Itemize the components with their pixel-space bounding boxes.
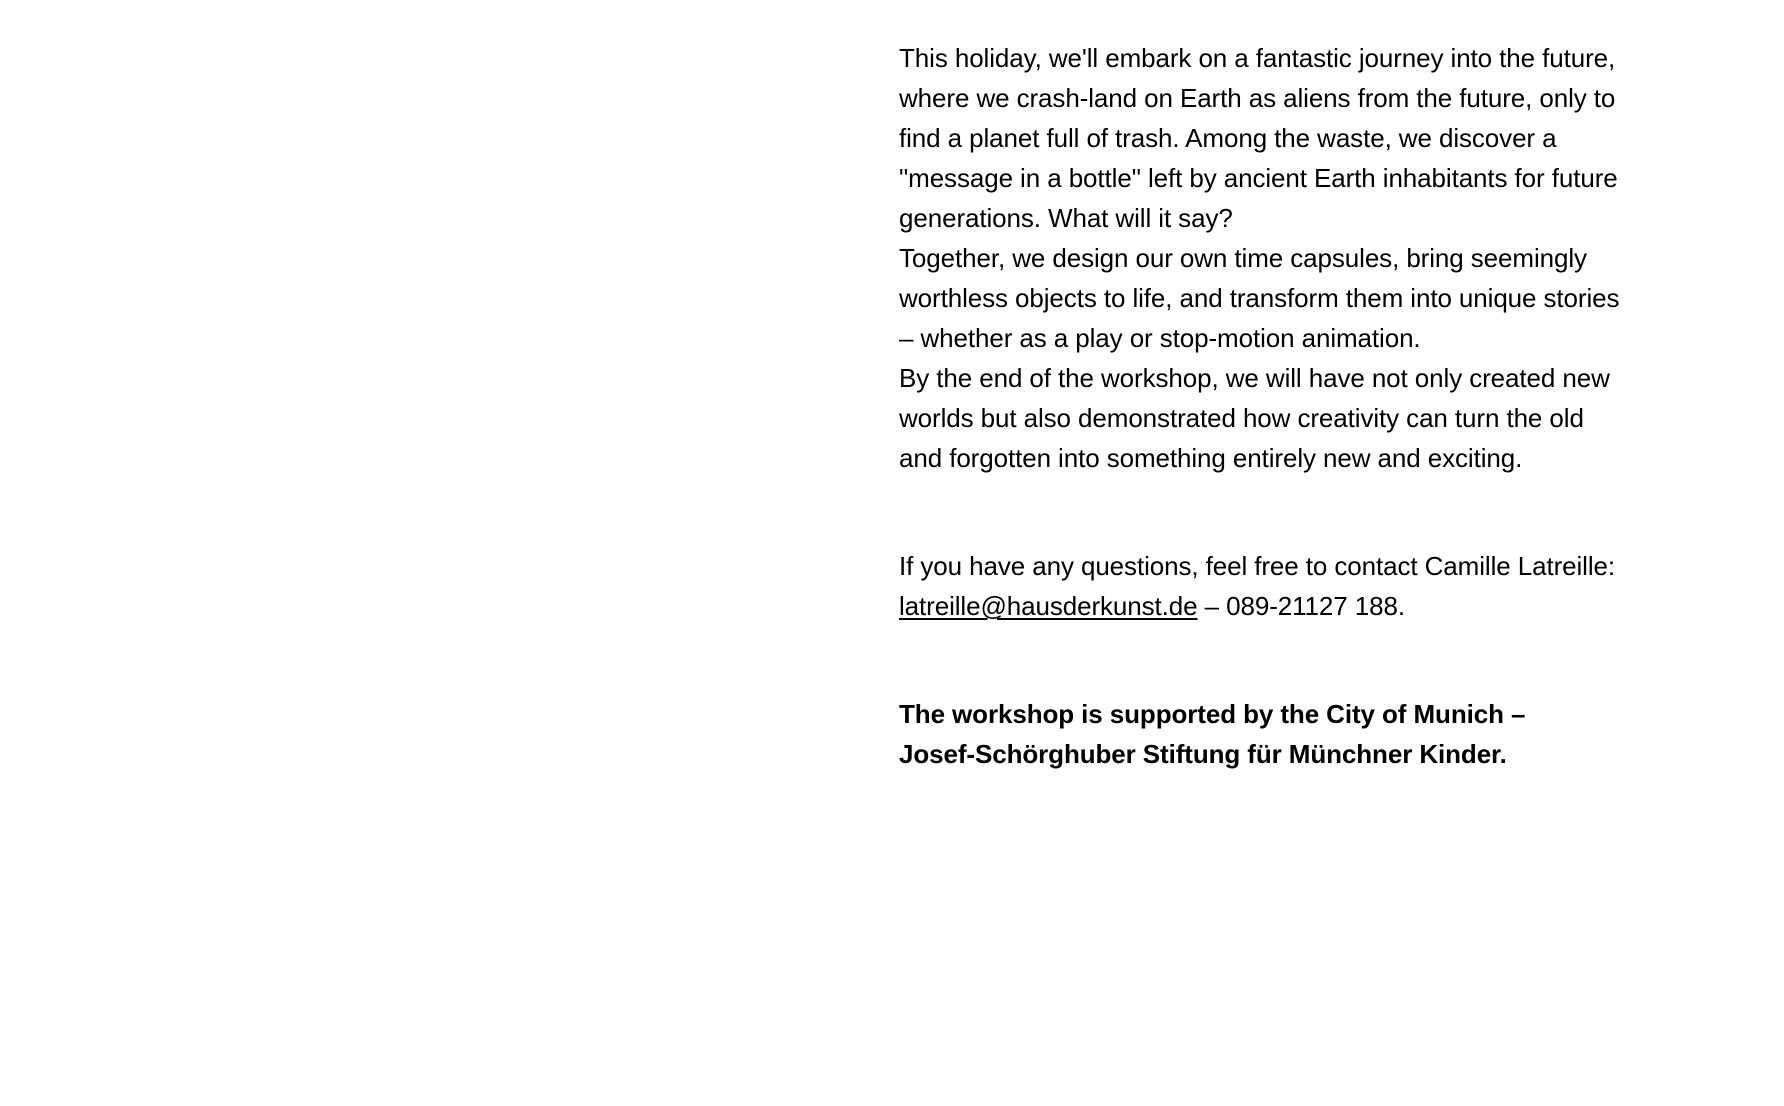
spacer bbox=[899, 478, 1624, 546]
support-note bbox=[899, 694, 1624, 774]
workshop-description bbox=[899, 38, 1624, 774]
contact-prefix: If you have any questions, feel free to contact Camille Latreille: bbox=[899, 551, 1616, 581]
support-line-2: Josef-Schörghuber Stiftung für Münchner Kinder. bbox=[899, 739, 1507, 769]
intro-section bbox=[899, 38, 1624, 478]
contact-email-link[interactable]: latreille@hausderkunst.de bbox=[899, 591, 1198, 621]
intro-paragraph-1: This holiday, we'll embark on a fantastic journey into the future, where we crash-land on Earth as aliens from the future, only to find a planet full of trash. Among the waste, we discover a "message in a bottle" left by ancient Earth inhabitants for future generations. What will it say? bbox=[899, 43, 1618, 233]
contact-paragraph bbox=[899, 546, 1624, 626]
support-line-1: The workshop is supported by the City of Munich – bbox=[899, 699, 1526, 729]
intro-paragraph-3: By the end of the workshop, we will have not only created new worlds but also demonstrated how creativity can turn the old and forgotten into something entirely new and exciting. bbox=[899, 363, 1610, 473]
contact-phone: – 089-21127 188. bbox=[1197, 591, 1405, 621]
spacer bbox=[899, 626, 1624, 694]
intro-paragraph-2: Together, we design our own time capsules, bring seemingly worthless objects to life, and transform them into unique stories – whether as a play or stop-motion animation. bbox=[899, 243, 1620, 353]
